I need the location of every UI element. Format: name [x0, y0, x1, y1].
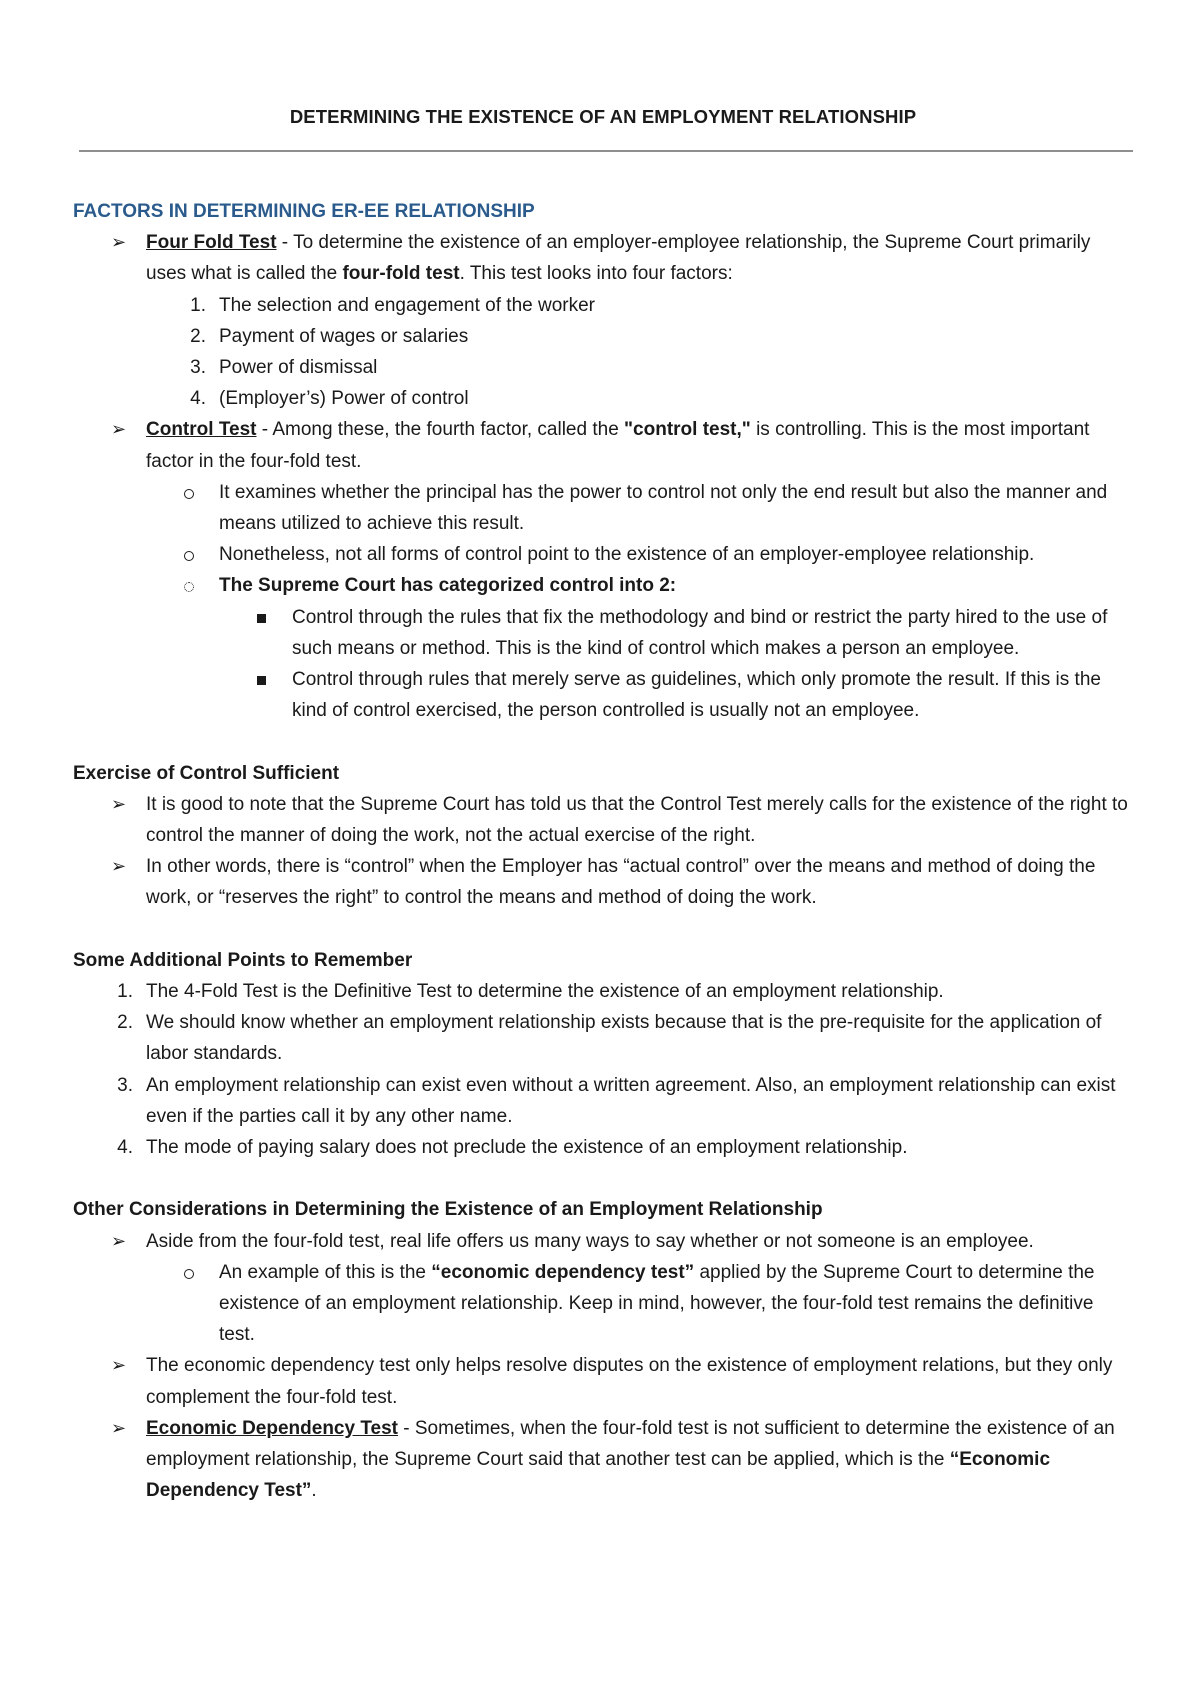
list-item: ➢ The economic dependency test only helps resolve disputes on the existence of employment relations, but they only complement the four-fold test. — [73, 1350, 1133, 1412]
list-item: 3. An employment relationship can exist even without a written agreement. Also, an employment relationship can exist even if the parties call it by any other name. — [117, 1074, 1116, 1127]
arrow-bullet-icon: ➢ — [111, 419, 127, 440]
term-control-test: Control Test — [146, 419, 257, 441]
list-item-sub: An example of this is the “economic dependency test” applied by the Supreme Court to determine the existence of an employment relationship. Keep in mind, however, the four-fold test remains the definitive test. — [73, 1257, 1133, 1351]
list-item: 2. We should know whether an employment relationship exists because that is the pre-requisite for the application of labor standards. — [117, 1012, 1102, 1065]
list-item-factor: 3. Power of dismissal — [190, 357, 378, 378]
list-item: ➢ Aside from the four-fold test, real life offers us many ways to say whether or not someone is an employee. — [73, 1226, 1133, 1257]
term-four-fold-test: Four Fold Test — [146, 232, 277, 254]
section-heading-other-considerations: Other Considerations in Determining the Existence of an Employment Relationship — [73, 1199, 823, 1221]
arrow-bullet-icon: ➢ — [111, 793, 127, 814]
section-heading-exercise: Exercise of Control Sufficient — [73, 762, 340, 784]
list-item-category: Control through the rules that fix the methodology and bind or restrict the party hired to the use of such means or method. This is the kind of control which makes a person an employee. — [73, 602, 1133, 664]
list-item-sub: Nonetheless, not all forms of control point to the existence of an employer-employee relationship. — [73, 539, 1133, 570]
list-item: 1. The 4-Fold Test is the Definitive Test to determine the existence of an employment relationship. — [117, 981, 944, 1002]
list-item-factor: 2. Payment of wages or salaries — [190, 325, 469, 347]
list-item-factor: 4. (Employer’s) Power of control — [190, 388, 469, 410]
document-title: DETERMINING THE EXISTENCE OF AN EMPLOYMENT RELATIONSHIP — [289, 106, 917, 127]
list-item-four-fold-test: ➢ Four Fold Test - To determine the existence of an employer-employee relationship, the Supreme Court primarily uses what is called the four-fold test. This test looks into four factors: — [73, 227, 1133, 289]
title-divider — [79, 150, 1133, 152]
document-body — [73, 196, 1133, 1506]
section-heading-additional-points: Some Additional Points to Remember — [73, 949, 413, 971]
arrow-bullet-icon: ➢ — [111, 1230, 127, 1251]
arrow-bullet-icon: ➢ — [111, 232, 127, 253]
list-item-factor: 1. The selection and engagement of the worker — [190, 294, 596, 316]
circle-bullet-icon — [184, 551, 194, 561]
arrow-bullet-icon: ➢ — [111, 856, 127, 877]
list-item: 4. The mode of paying salary does not preclude the existence of an employment relationship. — [117, 1137, 908, 1159]
circle-bullet-icon — [184, 582, 194, 592]
circle-bullet-icon — [184, 489, 194, 499]
circle-bullet-icon — [184, 1269, 194, 1279]
list-item-category: Control through rules that merely serve as guidelines, which only promote the result. If this is the kind of control exercised, the person controlled is usually not an employee. — [73, 664, 1133, 726]
square-bullet-icon — [257, 614, 266, 623]
arrow-bullet-icon: ➢ — [111, 1355, 127, 1376]
list-item-control-test: ➢ Control Test - Among these, the fourth factor, called the "control test," is controlling. This is the most important factor in the four-fold test. — [73, 414, 1133, 476]
square-bullet-icon — [257, 676, 266, 685]
list-item: ➢ In other words, there is “control” when the Employer has “actual control” over the means and method of doing the work, or “reserves the right” to control the means and method of doing the work. — [73, 851, 1133, 913]
term-economic-dependency-test: Economic Dependency Test — [146, 1417, 398, 1439]
list-item-economic-dependency-test: ➢ Economic Dependency Test - Sometimes, when the four-fold test is not sufficient to determine the existence of an employment relationship, the Supreme Court said that another test can be applied, which is the “Economic Dependency Test”. — [73, 1413, 1133, 1507]
list-item-sub: It examines whether the principal has the power to control not only the end result but also the manner and means utilized to achieve this result. — [73, 477, 1133, 539]
arrow-bullet-icon: ➢ — [111, 1417, 127, 1438]
section-heading-factors: FACTORS IN DETERMINING ER-EE RELATIONSHIP — [73, 201, 535, 222]
list-item-sub: The Supreme Court has categorized control into 2: — [73, 570, 1133, 601]
list-item: ➢ It is good to note that the Supreme Court has told us that the Control Test merely calls for the existence of the right to control the manner of doing the work, not the actual exercise of the right. — [73, 789, 1133, 851]
